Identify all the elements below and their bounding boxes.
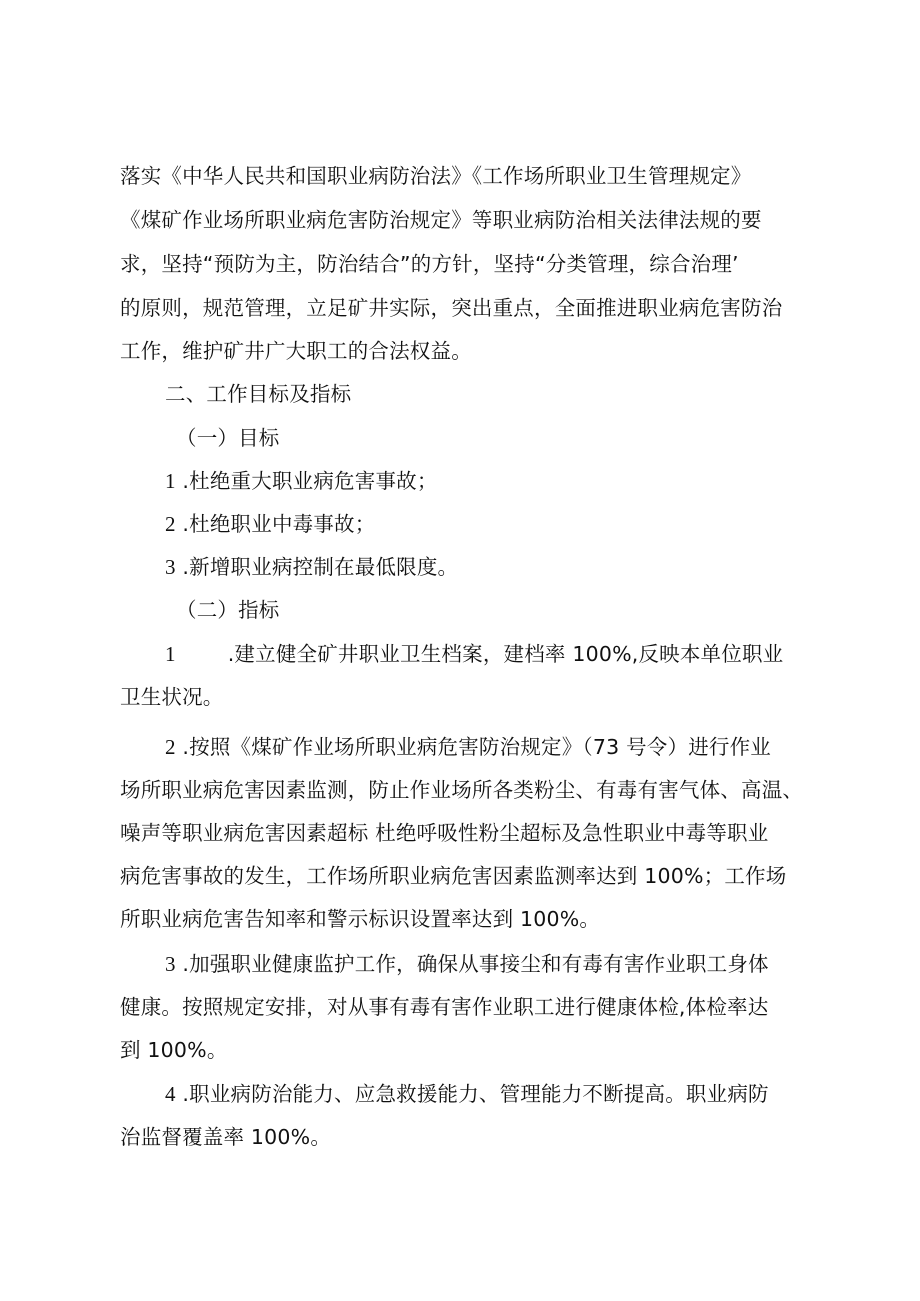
indicator-3-number: 3	[165, 952, 176, 976]
section-heading-goals-indicators: 二、工作目标及指标	[165, 382, 352, 406]
intro-line-4: 的原则，规范管理，立足矿井实际，突出重点，全面推进职业病危害防治	[120, 296, 783, 320]
indicator-2-line-1	[165, 733, 771, 761]
indicator-2-line-2: 场所职业病危害因素监测，防止作业场所各类粉尘、有毒有害气体、高温、	[120, 778, 804, 802]
indicator-3-line-3: 到 100%。	[120, 1038, 228, 1062]
indicator-1-text: .建立健全矿井职业卫生档案，建档率 100%,反映本单位职业	[227, 642, 784, 666]
goal-item-1-text: .杜绝重大职业病危害事故；	[182, 469, 438, 493]
indicator-3-line-1	[165, 950, 769, 978]
indicator-2-text: .按照《煤矿作业场所职业病危害防治规定》（73 号令）进行作业	[182, 735, 771, 759]
goal-item-1	[165, 467, 438, 495]
indicator-2-line-4: 病危害事故的发生，工作场所职业病危害因素监测率达到 100%；工作场	[120, 864, 787, 888]
intro-line-2: 《煤矿作业场所职业病危害防治规定》等职业病防治相关法律法规的要	[120, 208, 762, 232]
indicator-2-line-3: 噪声等职业病危害因素超标 杜绝呼吸性粉尘超标及急性职业中毒等职业	[120, 821, 769, 845]
indicator-4-line-1	[165, 1080, 769, 1108]
goal-item-2-text: .杜绝职业中毒事故；	[182, 512, 376, 536]
goal-item-3-text: .新增职业病控制在最低限度。	[182, 555, 459, 579]
indicator-2-line-5: 所职业病危害告知率和警示标识设置率达到 100%。	[120, 907, 601, 931]
indicators-heading: （二）指标	[176, 598, 280, 622]
intro-line-3: 求，坚持“预防为主，防治结合”的方针，坚持“分类管理，综合治理’	[120, 252, 739, 276]
indicator-1-number: 1	[165, 642, 176, 666]
intro-line-1: 落实《中华人民共和国职业病防治法》《工作场所职业卫生管理规定》	[120, 164, 752, 188]
goal-item-1-number: 1	[165, 469, 176, 493]
indicator-1-line-1	[165, 640, 783, 668]
indicator-3-text: .加强职业健康监护工作，确保从事接尘和有毒有害作业职工身体	[182, 952, 769, 976]
goal-item-2-number: 2	[165, 512, 176, 536]
indicator-3-line-2: 健康。按照规定安排，对从事有毒有害作业职工进行健康体检,体检率达	[120, 995, 769, 1019]
indicator-4-line-2: 治监督覆盖率 100%。	[120, 1125, 332, 1149]
indicator-2-number: 2	[165, 735, 176, 759]
goal-item-3	[165, 553, 458, 581]
goal-item-2	[165, 510, 375, 538]
goals-heading: （一）目标	[176, 426, 280, 450]
indicator-4-number: 4	[165, 1082, 176, 1106]
goal-item-3-number: 3	[165, 555, 176, 579]
intro-line-5: 工作，维护矿井广大职工的合法权益。	[120, 339, 472, 363]
indicator-1-line-2: 卫生状况。	[120, 685, 224, 709]
indicator-4-text: .职业病防治能力、应急救援能力、管理能力不断提高。职业病防	[182, 1082, 769, 1106]
